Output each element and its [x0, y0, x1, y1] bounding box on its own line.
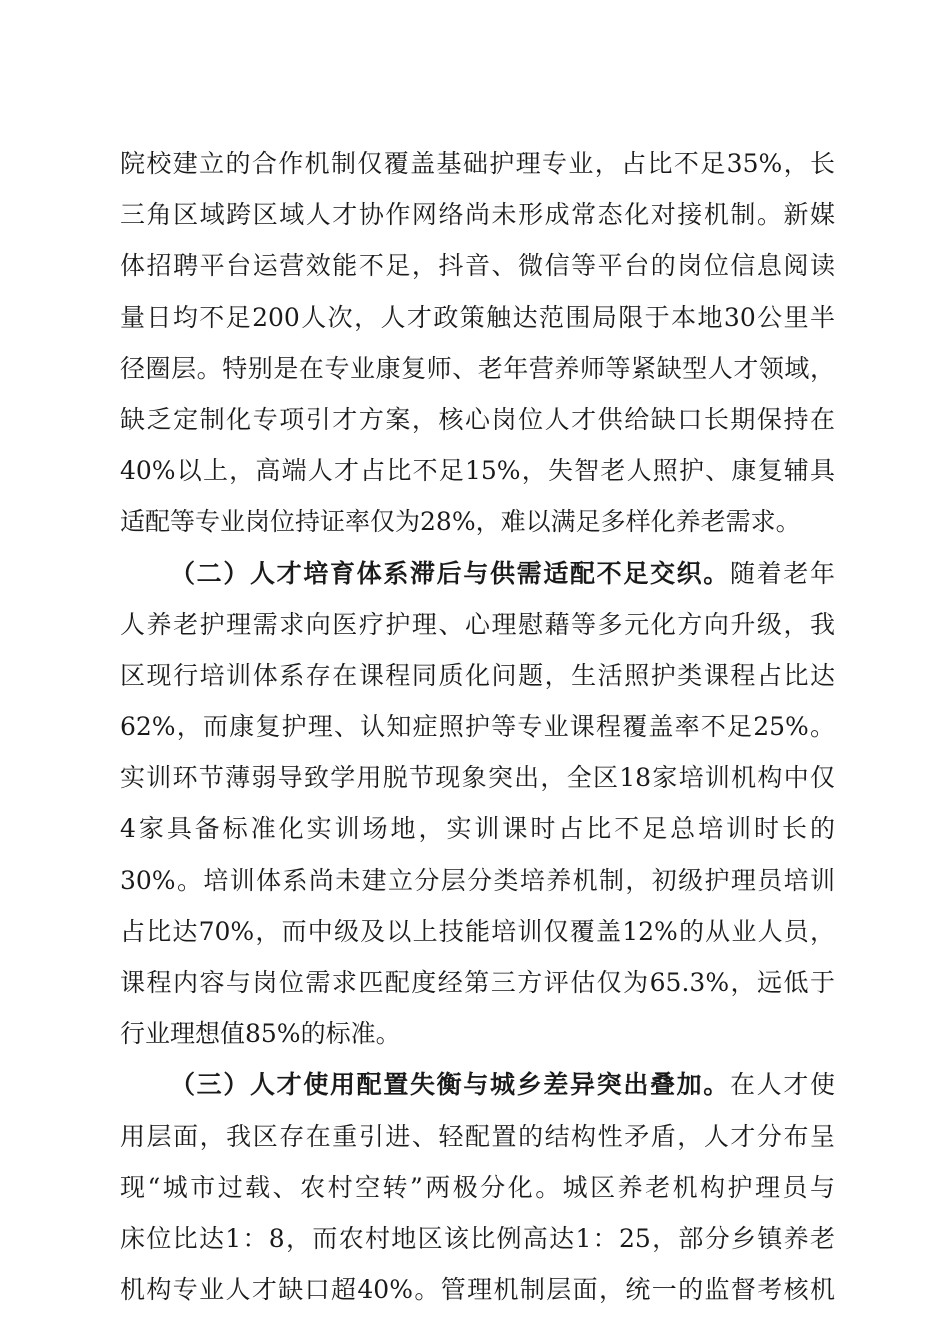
section-2-first-line-text: 随着老年	[729, 558, 835, 588]
paragraph-line: 用层面，我区存在重引进、轻配置的结构性矛盾，人才分布呈	[120, 1121, 835, 1151]
paragraph-line: 床位比达1：8，而农村地区该比例高达1：25，部分乡镇养老	[120, 1223, 835, 1253]
paragraph-line: 40%以上，高端人才占比不足15%，失智老人照护、康复辅具	[120, 456, 835, 486]
paragraph-line: 机构专业人才缺口超40%。管理机制层面，统一的监督考核机	[120, 1275, 835, 1305]
section-3-heading: （三）人才使用配置失衡与城乡差异突出叠加。	[170, 1070, 730, 1100]
paragraph-line: 占比达70%，而中级及以上技能培训仅覆盖12%的从业人员，	[120, 916, 835, 946]
paragraph-line: 三角区域跨区域人才协作网络尚未形成常态化对接机制。新媒	[120, 200, 835, 230]
paragraph-line: 4家具备标准化实训场地，实训课时占比不足总培训时长的	[120, 814, 835, 844]
paragraph-line: 62%，而康复护理、认知症照护等专业课程覆盖率不足25%。	[120, 712, 835, 742]
section-2-heading: （二）人才培育体系滞后与供需适配不足交织。	[170, 558, 730, 588]
paragraph-line: 人养老护理需求向医疗护理、心理慰藉等多元化方向升级，我	[120, 609, 835, 639]
paragraph-line: 30%。培训体系尚未建立分层分类培养机制，初级护理员培训	[120, 865, 835, 895]
paragraph-line: 区现行培训体系存在课程同质化问题，生活照护类课程占比达	[120, 660, 835, 690]
paragraph-line: 课程内容与岗位需求匹配度经第三方评估仅为65.3%，远低于	[120, 968, 835, 997]
section-3-first-line	[120, 1059, 835, 1110]
paragraph-line: 缺乏定制化专项引才方案，核心岗位人才供给缺口长期保持在	[120, 404, 835, 434]
paragraph-line: 径圈层。特别是在专业康复师、老年营养师等紧缺型人才领域，	[120, 353, 835, 383]
paragraph-line: 行业理想值85%的标准。	[120, 1019, 401, 1049]
paragraph-line: 体招聘平台运营效能不足，抖音、微信等平台的岗位信息阅读	[120, 251, 835, 281]
paragraph-line: 实训环节薄弱导致学用脱节现象突出，全区18家培训机构中仅	[120, 763, 835, 793]
section-2-first-line	[120, 548, 835, 599]
body-text	[120, 138, 835, 1315]
paragraph-line: 院校建立的合作机制仅覆盖基础护理专业，占比不足35%，长	[120, 149, 835, 178]
paragraph-line: 量日均不足200人次，人才政策触达范围局限于本地30公里半	[120, 302, 835, 332]
section-3-first-line-text: 在人才使	[729, 1070, 835, 1100]
paragraph-line: 适配等专业岗位持证率仅为28%，难以满足多样化养老需求。	[120, 507, 801, 537]
paragraph-line: 现“城市过载、农村空转”两极分化。城区养老机构护理员与	[120, 1172, 835, 1202]
